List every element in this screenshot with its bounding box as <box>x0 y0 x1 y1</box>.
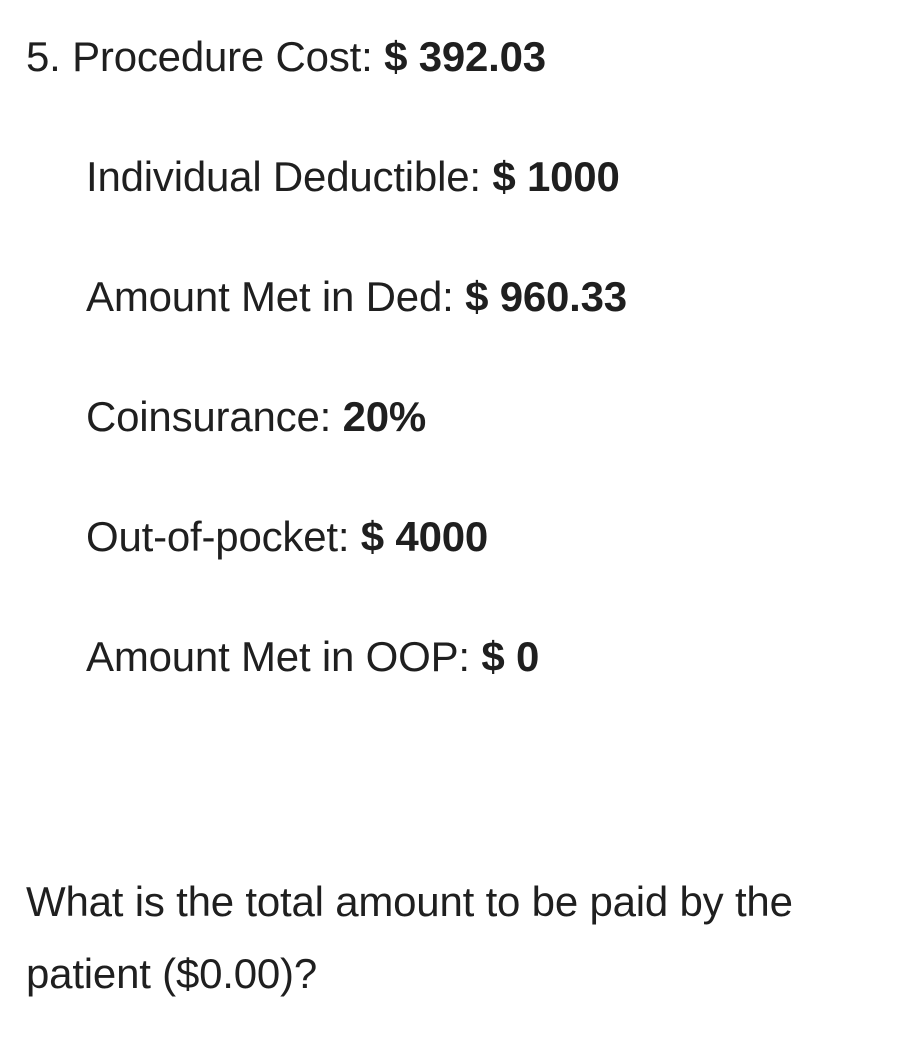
amount-met-deductible-value: $ 960.33 <box>465 273 627 320</box>
out-of-pocket-label: Out-of-pocket: <box>86 513 350 560</box>
amount-met-oop-line <box>86 632 539 682</box>
procedure-cost-label: 5. Procedure Cost: <box>26 33 373 80</box>
individual-deductible-value: $ 1000 <box>492 153 620 200</box>
procedure-cost-line <box>26 32 546 82</box>
coinsurance-label: Coinsurance: <box>86 393 332 440</box>
coinsurance-value: 20% <box>342 393 427 440</box>
amount-met-deductible-line <box>86 272 627 322</box>
amount-met-oop-value: $ 0 <box>481 633 540 680</box>
out-of-pocket-value: $ 4000 <box>360 513 489 560</box>
out-of-pocket-line <box>86 512 488 562</box>
procedure-cost-value: $ 392.03 <box>384 33 546 80</box>
amount-met-deductible-label: Amount Met in Ded: <box>86 273 454 320</box>
individual-deductible-line <box>86 152 620 202</box>
individual-deductible-label: Individual Deductible: <box>86 153 481 200</box>
amount-met-oop-label: Amount Met in OOP: <box>86 633 470 680</box>
coinsurance-line <box>86 392 426 442</box>
question-text: What is the total amount to be paid by the patient ($0.00)? <box>26 878 793 997</box>
